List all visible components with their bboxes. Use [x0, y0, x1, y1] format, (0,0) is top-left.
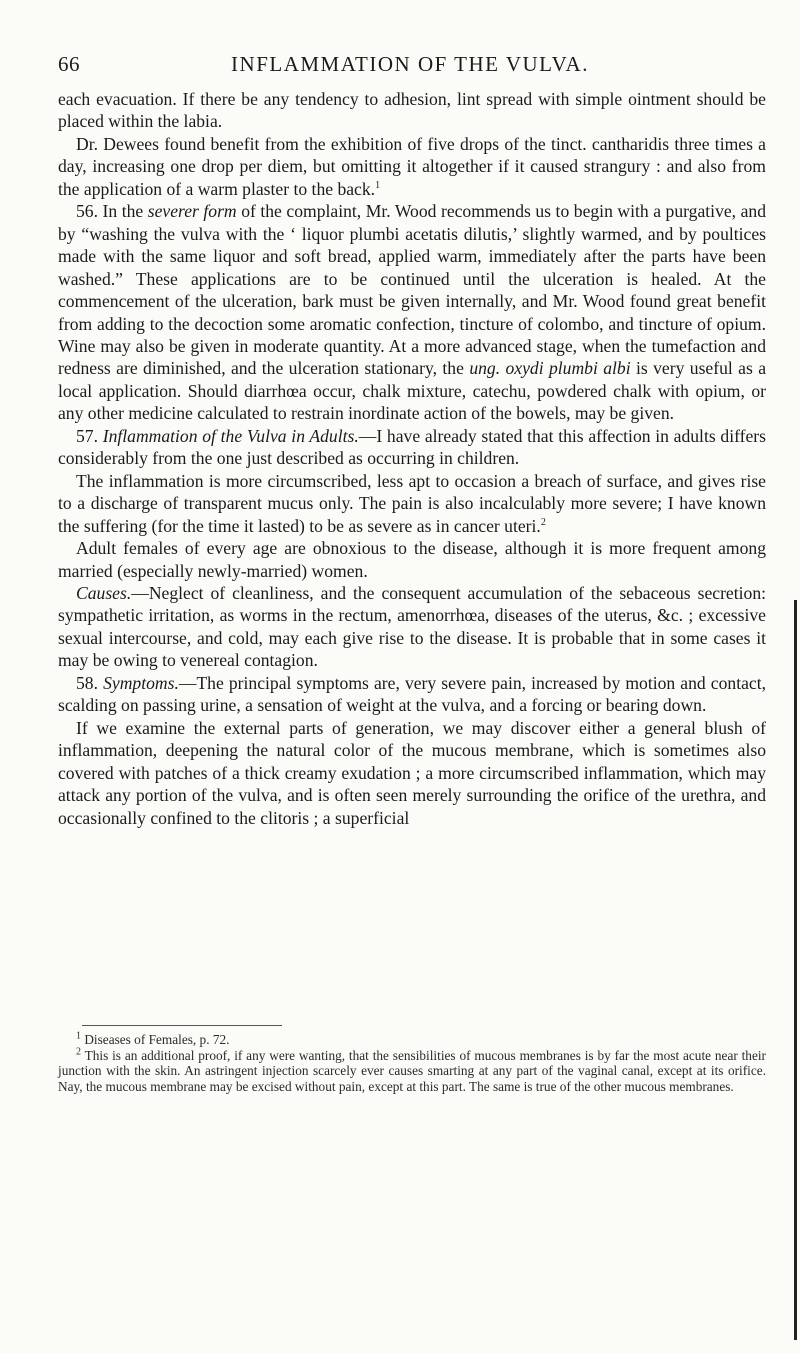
- paragraph: [58, 537, 766, 582]
- paragraph: [58, 425, 766, 470]
- text-run: is very useful as a local application. Should diarrhœa occur, chalk mixture, catechu, powdered chalk with opium, or any other medicine calculated to restrain inordinate action of the bowels, may be given.: [58, 358, 767, 424]
- italic-text: Inflammation of the Vulva in Adults.: [102, 425, 359, 446]
- footnote-text: This is an additional proof, if any were wanting, that the sensibilities of mucous membranes is by far the most acute near their junction with the skin. An astringent injection scarcely ever causes smarting at any part of the vaginal canal, except at its orifice. Nay, the mucous membrane may be excised without pain, except at this part. The same is true of the other mucous membranes.: [58, 1047, 766, 1094]
- footnote-ref: 1: [375, 179, 381, 191]
- footnotes: [58, 1032, 766, 1094]
- footnote: [58, 1048, 766, 1095]
- italic-text: ung. oxydi plumbi albi: [469, 358, 631, 379]
- running-header: [58, 52, 762, 80]
- footnote-mark: 2: [76, 1046, 81, 1058]
- text-run: of the complaint, Mr. Wood recommends us to begin with a purgative, and by “washing the vulva with the ‘ liquor plumbi acetatis dilutis,’ slightly warmed, and by poultices made with the same liquor and soft bread, applied warm, immediately after the parts have been washed.” These applications are to be continued until the ulceration is healed. At the commencement of the ulceration, bark must be given internally, and Mr. Wood found great benefit from adding to the decoction some aromatic confection, tincture of colombo, and tincture of opium. Wine may also be given in moderate quantity. At a more advanced stage, when the tumefaction and redness are diminished, and the ulceration stationary, the: [58, 201, 767, 379]
- text-run: If we examine the external parts of generation, we may discover either a general blush of inflammation, deepening the natural color of the mucous membrane, which is sometimes also covered with patches of a thick creamy exudation ; a more circumscribed inflammation, which may attack any portion of the vulva, and is often seen merely surrounding the orifice of the urethra, and occasionally confined to the clitoris ; a superficial: [58, 717, 766, 828]
- text-run: Dr. Dewees found benefit from the exhibition of five drops of the tinct. cantharidis three times a day, increasing one drop per diem, but omitting it altogether if it caused strangury : and also from the application of a warm plaster to the back.: [58, 133, 766, 199]
- italic-text: Causes.: [76, 582, 132, 603]
- footnote-text: Diseases of Females, p. 72.: [84, 1032, 230, 1047]
- footnote: [58, 1032, 766, 1048]
- text-run: 56. In the: [76, 201, 148, 222]
- text-run: —The principal symptoms are, very severe pain, increased by motion and contact, scalding on passing urine, a sensation of weight at the vulva, and a forcing or bearing down.: [58, 672, 766, 716]
- text-run: —Neglect of cleanliness, and the consequent accumulation of the sebaceous secretion: sympathetic irritation, as worms in the rectum, amenorrhœa, diseases of the uterus, &c. ; excessive sexual intercourse, and cold, may each give rise to the disease. It is probable that in some cases it may be owing to venereal contagion.: [58, 582, 766, 671]
- paragraph: [58, 582, 766, 672]
- text-run: each evacuation. If there be any tendency to adhesion, lint spread with simple ointment should be placed within the labia.: [58, 89, 766, 132]
- page-edge-shadow: [794, 600, 797, 1340]
- footnote-ref: 2: [540, 516, 546, 528]
- footnote-mark: 1: [76, 1030, 81, 1042]
- text-run: —I have already stated that this affection in adults differs considerably from the one just described as occurring in children.: [58, 425, 766, 469]
- paragraph: [58, 717, 766, 829]
- italic-text: Symptoms.: [103, 672, 179, 693]
- paragraph: [58, 470, 766, 537]
- running-title: INFLAMMATION OF THE VULVA.: [231, 52, 589, 76]
- text-run: Adult females of every age are obnoxious to the disease, although it is more frequent among married (especially newly-married) women.: [58, 538, 766, 581]
- text-run: 58.: [76, 672, 104, 693]
- page-number: 66: [58, 52, 80, 76]
- paragraph: [58, 672, 766, 717]
- text-run: 57.: [76, 425, 103, 446]
- text-run: The inflammation is more circumscribed, less apt to occasion a breach of surface, and gives rise to a discharge of transparent mucus only. The pain is also incalculably more severe; I have known the suffering (for the time it lasted) to be as severe as in cancer uteri.: [58, 470, 766, 536]
- italic-text: severer form: [147, 201, 237, 222]
- paragraph: [58, 200, 766, 425]
- body-text: [58, 88, 766, 829]
- paragraph: [58, 133, 766, 200]
- footnote-rule: [82, 1025, 282, 1026]
- paragraph: [58, 88, 766, 133]
